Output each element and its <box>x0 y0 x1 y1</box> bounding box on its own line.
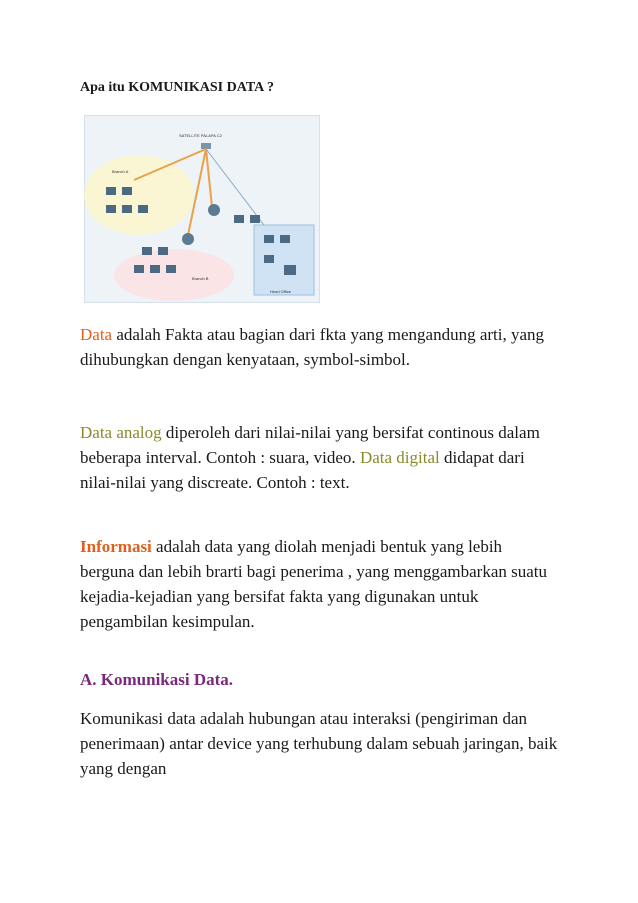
term-data-digital: Data digital <box>359 448 440 467</box>
paragraph-komunikasi-data: Komunikasi data adalah hubungan atau interaksi (pengiriman dan penerimaan) antar device yang terhubung dalam sebuah jaringan, baik yang dengan <box>80 709 558 778</box>
branch-b-label: Branch B <box>192 276 209 281</box>
satellite-label: SATELLITE PALAPA C2 <box>179 133 222 138</box>
term-data-analog: Data analog <box>80 423 162 442</box>
head-office-label: Head Office <box>270 289 292 294</box>
term-informasi: Informasi <box>80 537 152 556</box>
section-title: A. Komunikasi Data. <box>80 670 234 689</box>
paragraph-data <box>80 322 560 372</box>
page-heading: Apa itu KOMUNIKASI DATA ? <box>80 80 274 95</box>
paragraph-informasi-text: adalah data yang diolah menjadi bentuk yang lebih berguna dan lebih brarti bagi penerima , yang menggambarkan suatu kejadia-kejadian yang bersifat fakta yang digunakan untuk pengambilan kesimpulan. <box>80 537 548 631</box>
branch-a-label: Branch A <box>112 169 129 174</box>
term-data: Data <box>80 325 113 344</box>
paragraph-digital-text: didapat dari nilai-nilai yang discreate. Contoh : text. <box>80 448 525 492</box>
paragraph-analog-text: diperoleh dari nilai-nilai yang bersifat continous dalam beberapa interval. Contoh : suara, video. <box>80 423 540 467</box>
paragraph-informasi <box>80 534 560 634</box>
paragraph-data-text: adalah Fakta atau bagian dari fkta yang mengandung arti, yang dihubungkan dengan kenyataan, symbol-simbol. <box>80 325 545 369</box>
network-diagram-image <box>84 115 320 303</box>
paragraph-data-analog-digital <box>80 420 560 495</box>
